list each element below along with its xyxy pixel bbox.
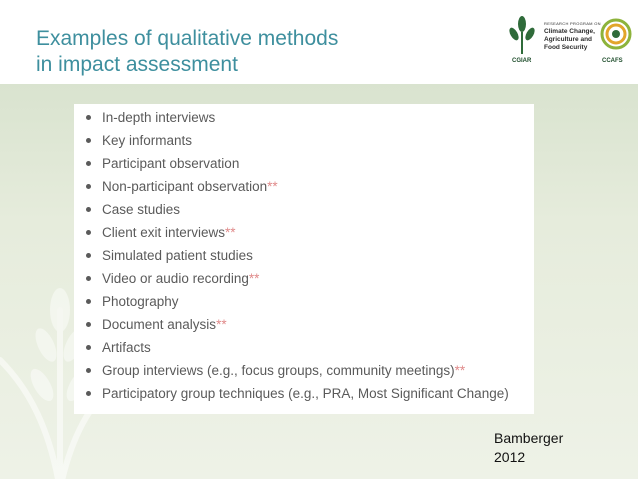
program-line-2: Agriculture and: [544, 36, 593, 43]
asterisk-mark: **: [267, 179, 278, 194]
list-item-text: Client exit interviews: [102, 225, 226, 240]
ccafs-label: CCAFS: [602, 58, 623, 64]
bullet-icon: [86, 253, 91, 258]
list-item: [86, 267, 509, 290]
cgiar-label: CGIAR: [512, 58, 532, 64]
asterisk-mark: **: [454, 363, 466, 378]
list-item-text: Document analysis: [102, 317, 217, 332]
list-item: [86, 336, 509, 359]
methods-list: [86, 106, 509, 405]
list-item-text: In-depth interviews: [102, 110, 216, 125]
ccafs-logo-icon: [600, 16, 632, 56]
bullet-icon: [86, 299, 91, 304]
bullet-icon: [86, 138, 91, 143]
bullet-icon: [86, 368, 91, 373]
program-tagline: RESEARCH PROGRAM ON: [544, 21, 601, 26]
list-item: [86, 152, 509, 175]
bullet-icon: [86, 184, 91, 189]
asterisk-mark: **: [225, 225, 236, 240]
list-item-text: Key informants: [102, 133, 193, 148]
bullet-icon: [86, 230, 91, 235]
citation-author: Bamberger: [494, 430, 564, 446]
list-item: [86, 359, 509, 382]
list-item: [86, 313, 509, 336]
list-item: [86, 175, 509, 198]
bullet-icon: [86, 207, 91, 212]
list-item-text: Non-participant observation: [102, 179, 268, 194]
list-item: [86, 129, 509, 152]
program-text: [544, 20, 601, 52]
citation: [494, 429, 563, 467]
methods-panel: [74, 104, 534, 414]
bullet-icon: [86, 391, 91, 396]
list-item-text: Participant observation: [102, 156, 240, 171]
bullet-icon: [86, 322, 91, 327]
list-item: [86, 106, 509, 129]
list-item: [86, 198, 509, 221]
list-item-text: Group interviews (e.g., focus groups, community meetings): [102, 363, 455, 378]
cgiar-logo-icon: [500, 14, 544, 58]
list-item: [86, 244, 509, 267]
program-line-3: Food Security: [544, 44, 588, 51]
program-line-1: Climate Change,: [544, 28, 595, 35]
list-item-text: Photography: [102, 294, 179, 309]
list-item-text: Simulated patient studies: [102, 248, 253, 263]
citation-year: 2012: [494, 449, 526, 465]
list-item-text: Artifacts: [102, 340, 151, 355]
title-line-1: Examples of qualitative methods: [36, 27, 339, 50]
list-item: [86, 290, 509, 313]
logo-block: [498, 14, 634, 70]
page-title: [36, 26, 456, 78]
list-item: [86, 382, 509, 405]
bullet-icon: [86, 276, 91, 281]
bullet-icon: [86, 115, 91, 120]
bullet-icon: [86, 345, 91, 350]
bullet-icon: [86, 161, 91, 166]
title-line-2: in impact assessment: [36, 53, 238, 76]
list-item-text: Participatory group techniques (e.g., PRA, Most Significant Change): [102, 386, 509, 401]
asterisk-mark: **: [216, 317, 227, 332]
list-item: [86, 221, 509, 244]
list-item-text: Video or audio recording: [102, 271, 249, 286]
asterisk-mark: **: [248, 271, 260, 286]
list-item-text: Case studies: [102, 202, 181, 217]
